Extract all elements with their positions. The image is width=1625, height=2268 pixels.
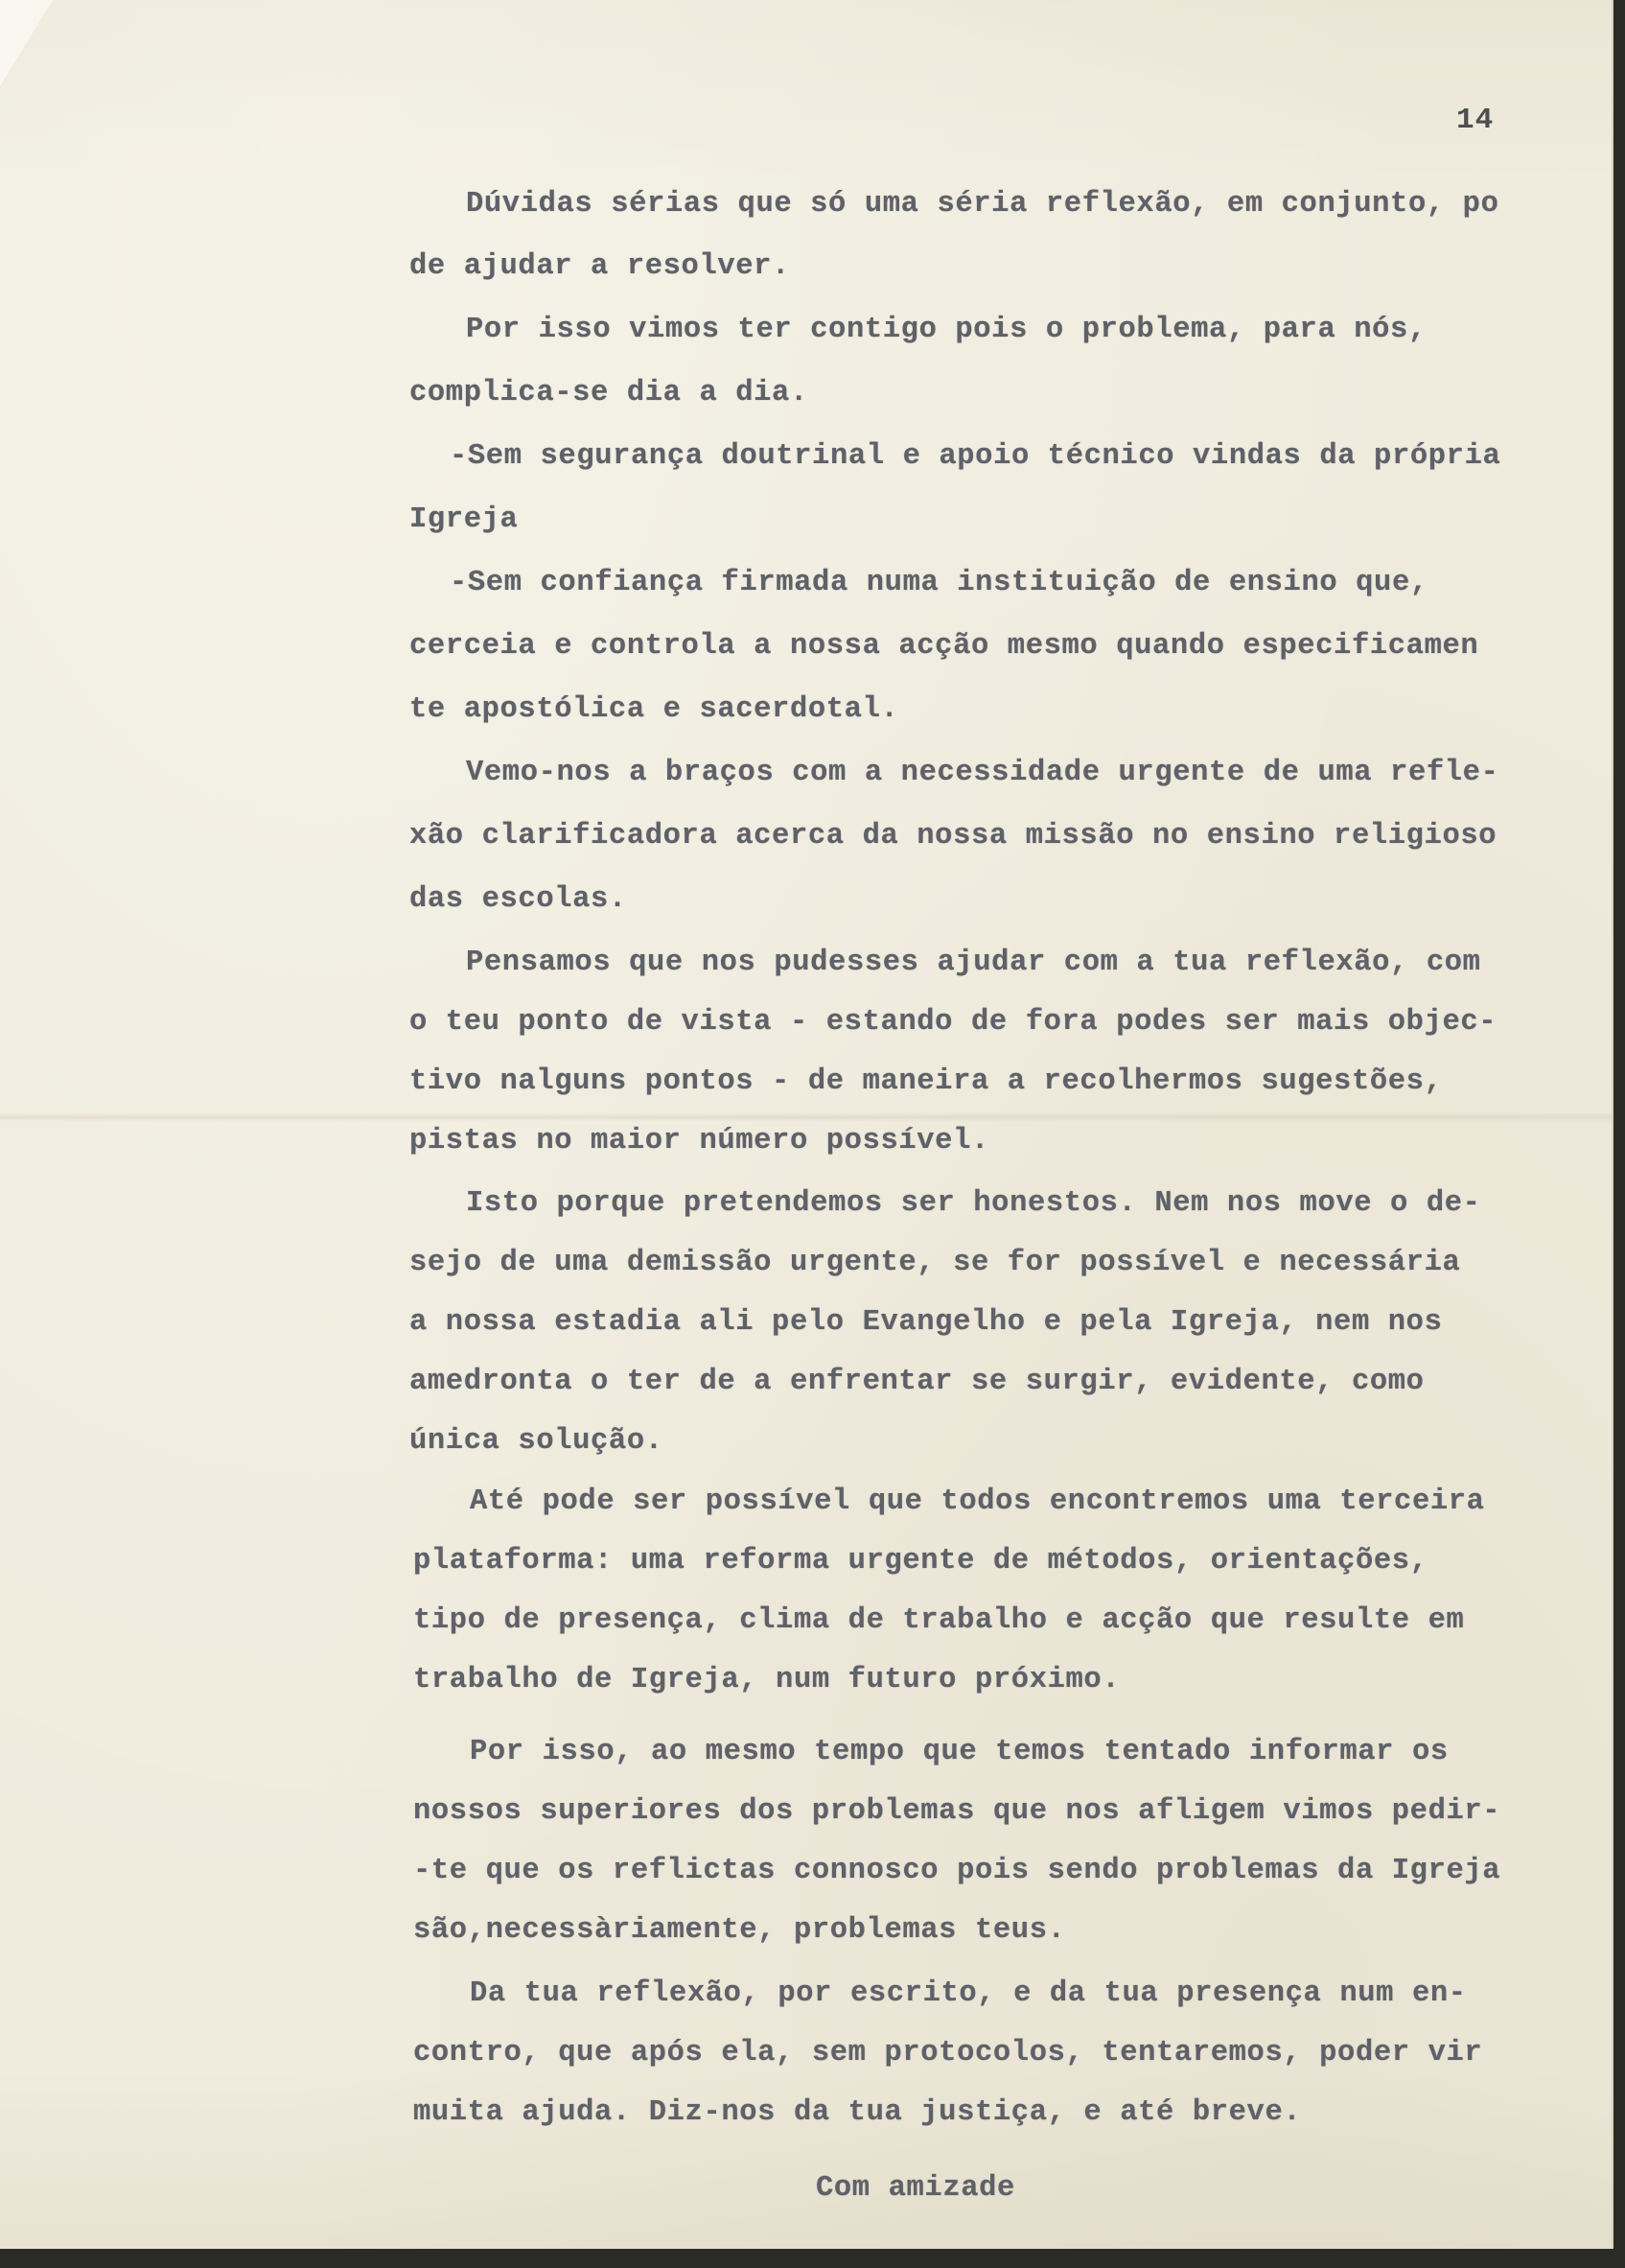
- text-line: sejo de uma demissão urgente, se for possível e necessária: [409, 1247, 1461, 1279]
- text-line: muita ajuda. Diz-nos da tua justiça, e até breve.: [413, 2096, 1302, 2129]
- page-number: 14: [1456, 104, 1495, 137]
- text-line: -te que os reflictas connosco pois sendo problemas da Igreja: [413, 1855, 1501, 1887]
- text-line: te apostólica e sacerdotal.: [409, 693, 899, 726]
- text-line: amedronta o ter de a enfrentar se surgir, evidente, como: [409, 1366, 1425, 1398]
- text-line: Da tua reflexão, por escrito, e da tua presença num en-: [470, 1977, 1467, 2010]
- text-line: trabalho de Igreja, num futuro próximo.: [413, 1664, 1121, 1696]
- text-line: -Sem confiança firmada numa instituição de ensino que,: [450, 567, 1428, 599]
- text-line: Até pode ser possível que todos encontremos uma terceira: [470, 1485, 1485, 1518]
- text-line: Por isso, ao mesmo tempo que temos tentado informar os: [470, 1736, 1449, 1768]
- text-line: tivo nalguns pontos - de maneira a recolhermos sugestões,: [409, 1065, 1443, 1098]
- text-line: -Sem segurança doutrinal e apoio técnico vindas da própria: [450, 440, 1501, 473]
- text-line: Dúvidas sérias que só uma séria reflexão, em conjunto, po: [466, 188, 1499, 221]
- text-line: xão clarificadora acerca da nossa missão no ensino religioso: [409, 820, 1497, 853]
- text-line: cerceia e controla a nossa acção mesmo quando especificamen: [409, 630, 1479, 663]
- text-line: Por isso vimos ter contigo pois o problema, para nós,: [466, 314, 1427, 346]
- text-line: plataforma: uma reforma urgente de métodos, orientações,: [413, 1545, 1428, 1578]
- text-line: complica-se dia a dia.: [409, 377, 808, 409]
- text-line: de ajudar a resolver.: [409, 250, 790, 283]
- text-line: a nossa estadia ali pelo Evangelho e pela Igreja, nem nos: [409, 1306, 1443, 1339]
- torn-corner: [0, 0, 53, 86]
- text-line: Vemo-nos a braços com a necessidade urgente de uma refle-: [466, 757, 1499, 789]
- text-line: das escolas.: [409, 883, 627, 916]
- text-line: Igreja: [409, 503, 519, 536]
- text-line: o teu ponto de vista - estando de fora podes ser mais objec-: [409, 1006, 1497, 1039]
- text-line: são,necessàriamente, problemas teus.: [413, 1914, 1066, 1947]
- text-line: Isto porque pretendemos ser honestos. Nem nos move o de-: [466, 1187, 1481, 1220]
- text-line: nossos superiores dos problemas que nos afligem vimos pedir-: [413, 1795, 1501, 1828]
- text-line: pistas no maior número possível.: [409, 1125, 989, 1157]
- text-line: contro, que após ela, sem protocolos, tentaremos, poder vir: [413, 2037, 1483, 2069]
- closing-salutation: Com amizade: [816, 2172, 1015, 2205]
- paper-crease: [0, 1112, 1612, 1122]
- text-line: Pensamos que nos pudesses ajudar com a tua reflexão, com: [466, 947, 1481, 979]
- text-line: tipo de presença, clima de trabalho e acção que resulte em: [413, 1604, 1465, 1637]
- text-line: única solução.: [409, 1425, 663, 1458]
